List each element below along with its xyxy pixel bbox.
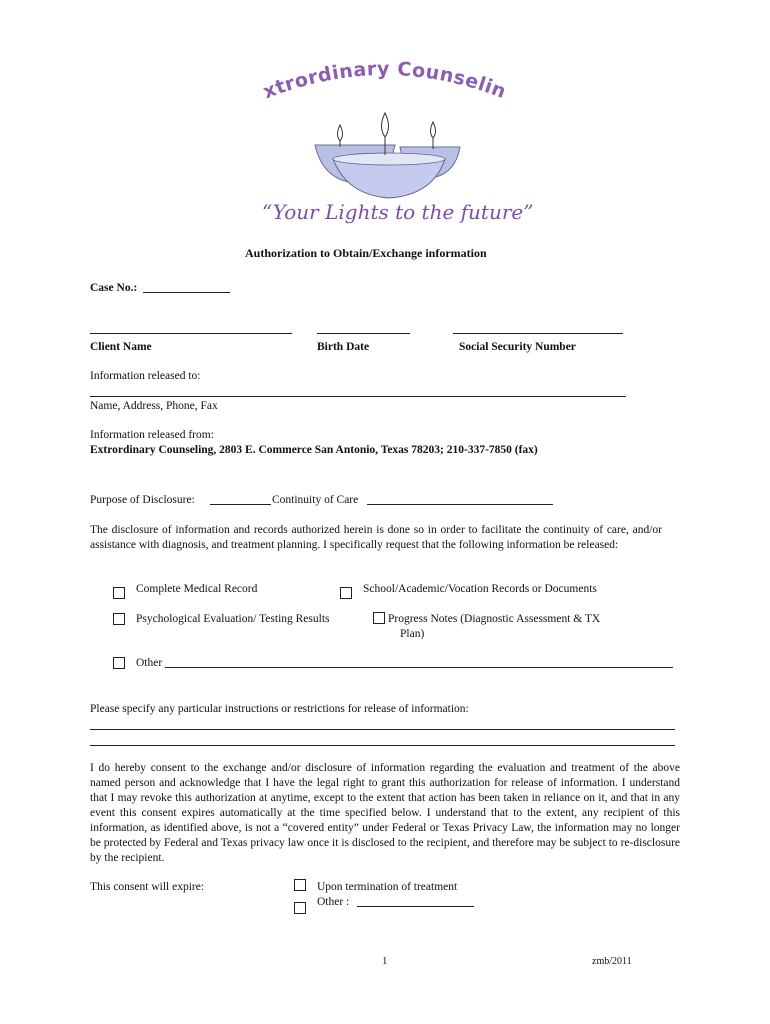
progress-notes-checkbox[interactable]	[373, 612, 385, 624]
school-records-checkbox[interactable]	[340, 587, 352, 599]
released-from-label: Information released from:	[90, 429, 214, 441]
expire-termination-checkbox[interactable]	[294, 879, 306, 891]
psych-eval-label: Psychological Evaluation/ Testing Results	[136, 613, 330, 625]
svg-text:Extrordinary Counseling	[255, 55, 509, 103]
client-name-field[interactable]	[90, 333, 292, 334]
consent-text: I do hereby consent to the exchange and/or disclosure of information regarding the evaluation and treatment of the above named person and acknowledge that I have the legal right to grant this authorization for release of information. I understand that I may revoke this authorization at anytime, except to the extent that action has been taken in reliance on it, and that in any event this consent expires automatically at the time specified below. I understand that to the extent, any recipient of this information, as identified above, is not a “covered entity” under Federal or Texas Privacy Law, the information may no longer be protected by Federal and Texas privacy law once it is disclosed to the recipient, and therefore may be subject to re-disclosure by the recipient.	[90, 762, 680, 864]
complete-medical-checkbox[interactable]	[113, 587, 125, 599]
released-to-label: Information released to:	[90, 370, 201, 382]
progress-notes-label-cont: Plan)	[400, 628, 425, 640]
ssn-label: Social Security Number	[459, 341, 576, 353]
school-records-label: School/Academic/Vocation Records or Documents	[363, 583, 597, 595]
expire-other-label: Other :	[317, 896, 350, 908]
released-to-sublabel: Name, Address, Phone, Fax	[90, 400, 218, 412]
page-number: 1	[382, 955, 388, 967]
disclosure-text: The disclosure of information and records authorized herein is done so in order to facilitate the continuity of care, and/or assistance with diagnosis, and treatment planning. I specifically request that the following information be released:	[90, 524, 662, 551]
expire-other-field[interactable]	[357, 906, 474, 907]
birth-date-field[interactable]	[317, 333, 410, 334]
client-name-label: Client Name	[90, 341, 152, 353]
purpose-field-post[interactable]	[367, 504, 553, 505]
purpose-label: Purpose of Disclosure:	[90, 494, 195, 506]
instructions-label: Please specify any particular instructions or restrictions for release of information:	[90, 703, 469, 715]
other-records-checkbox[interactable]	[113, 657, 125, 669]
complete-medical-label: Complete Medical Record	[136, 583, 258, 595]
ssn-field[interactable]	[453, 333, 623, 334]
psych-eval-checkbox[interactable]	[113, 613, 125, 625]
brand-name: xtrordinary Counselin	[260, 57, 510, 104]
released-to-field[interactable]	[90, 396, 626, 397]
other-records-label: Other	[136, 657, 163, 669]
footer-code: zmb/2011	[592, 956, 632, 967]
form-title: Authorization to Obtain/Exchange information	[245, 246, 487, 260]
purpose-value: Continuity of Care	[272, 494, 359, 506]
case-no-label: Case No.:	[90, 282, 138, 294]
case-no-field[interactable]	[143, 292, 230, 293]
birth-date-label: Birth Date	[317, 341, 370, 353]
purpose-field-pre[interactable]	[210, 504, 271, 505]
candles-icon	[315, 113, 460, 198]
instructions-field-1[interactable]	[90, 729, 675, 730]
other-records-field[interactable]	[165, 667, 673, 668]
progress-notes-label: Progress Notes (Diagnostic Assessment & TX	[388, 613, 601, 625]
expire-other-checkbox[interactable]	[294, 902, 306, 914]
released-from-value: Extrordinary Counseling, 2803 E. Commerce San Antonio, Texas 78203; 210-337-7850 (fax)	[90, 444, 538, 456]
instructions-field-2[interactable]	[90, 745, 675, 746]
expire-label: This consent will expire:	[90, 881, 205, 893]
tagline: “Your Lights to the future”	[262, 200, 534, 224]
expire-termination-label: Upon termination of treatment	[317, 881, 458, 893]
